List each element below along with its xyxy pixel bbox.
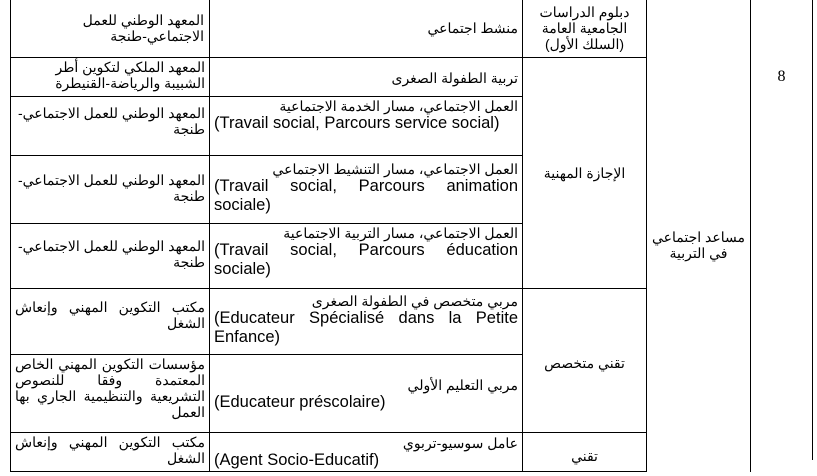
- specialty-ar: العمل الاجتماعي، مسار التربية الاجتماعية: [283, 225, 518, 241]
- diploma-cell: [522, 0, 647, 58]
- specialty-cell: [209, 354, 523, 433]
- specialty-fr: (Travail social, Parcours animation sociale): [214, 177, 518, 214]
- institute-cell: [10, 57, 210, 97]
- specialty-ar: العمل الاجتماعي، مسار الخدمة الاجتماعية: [279, 98, 518, 114]
- row-number-cell: [750, 0, 813, 460]
- institute-cell: [10, 155, 210, 224]
- specialty-cell: [209, 288, 523, 355]
- institute-cell: [10, 288, 210, 355]
- job-title-cell: [646, 0, 751, 472]
- institute-text: المعهد الوطني للعمل الاجتماعي-طنجة: [82, 12, 204, 44]
- specialty-cell: [209, 0, 523, 58]
- institute-text: المعهد الوطني للعمل الاجتماعي-طنجة: [17, 172, 205, 204]
- institute-cell: [10, 223, 210, 289]
- specialty-ar: العمل الاجتماعي، مسار التنشيط الاجتماعي: [272, 161, 518, 177]
- specialty-ar: مربي التعليم الأولي: [407, 377, 518, 393]
- specialty-fr: (Educateur Spécialisé dans la Petite Enfance): [214, 309, 518, 346]
- institute-text: مكتب التكوين المهني وإنعاش الشغل: [15, 299, 205, 331]
- diploma-text: الإجازة المهنية: [543, 165, 626, 181]
- diploma-cell: [522, 57, 647, 289]
- specialty-cell: [209, 432, 523, 472]
- specialty-ar: تربية الطفولة الصغرى: [391, 70, 518, 86]
- diploma-text: تقني متخصص: [544, 355, 625, 371]
- diploma-cell: [522, 288, 647, 433]
- institute-text: مؤسسات التكوين المهني الخاص المعتمدة وفقا للنصوص التشريعية والتنظيمية الجاري بها العمل: [15, 356, 205, 420]
- specialty-fr: (Travail social, Parcours éducation sociale): [214, 241, 518, 278]
- row-number: 8: [777, 68, 786, 85]
- specialty-cell: [209, 155, 523, 224]
- diploma-cell: [522, 432, 647, 472]
- job-title: مساعد اجتماعي في التربية: [652, 229, 745, 261]
- diploma-text: دبلوم الدراسات الجامعية العامة (السلك الأول): [539, 4, 630, 52]
- institute-text: المعهد الوطني للعمل الاجتماعي-طنجة: [17, 238, 205, 270]
- institute-cell: [10, 0, 210, 58]
- specialty-cell: [209, 223, 523, 289]
- specialty-fr: (Educateur préscolaire): [214, 393, 386, 411]
- specialty-ar: عامل سوسيو-تربوي: [402, 435, 518, 451]
- specialty-cell: [209, 57, 523, 97]
- institute-cell: [10, 354, 210, 433]
- specialty-ar: منشط اجتماعي: [427, 20, 518, 36]
- institute-cell: [10, 96, 210, 156]
- institute-text: مكتب التكوين المهني وإنعاش الشغل: [15, 434, 205, 466]
- specialty-cell: [209, 96, 523, 156]
- institute-text: المعهد الوطني للعمل الاجتماعي-طنجة: [17, 105, 205, 137]
- specialty-fr: (Agent Socio-Educatif): [214, 451, 380, 469]
- institute-text: المعهد الملكي لتكوين أطر الشبيبة والرياضة-القنيطرة: [55, 59, 205, 91]
- specialty-fr: (Travail social, Parcours service social): [214, 114, 500, 132]
- specialty-ar: مربي متخصص في الطفولة الصغرى: [311, 293, 518, 309]
- institute-cell: [10, 432, 210, 472]
- diploma-text: تقني: [571, 447, 598, 464]
